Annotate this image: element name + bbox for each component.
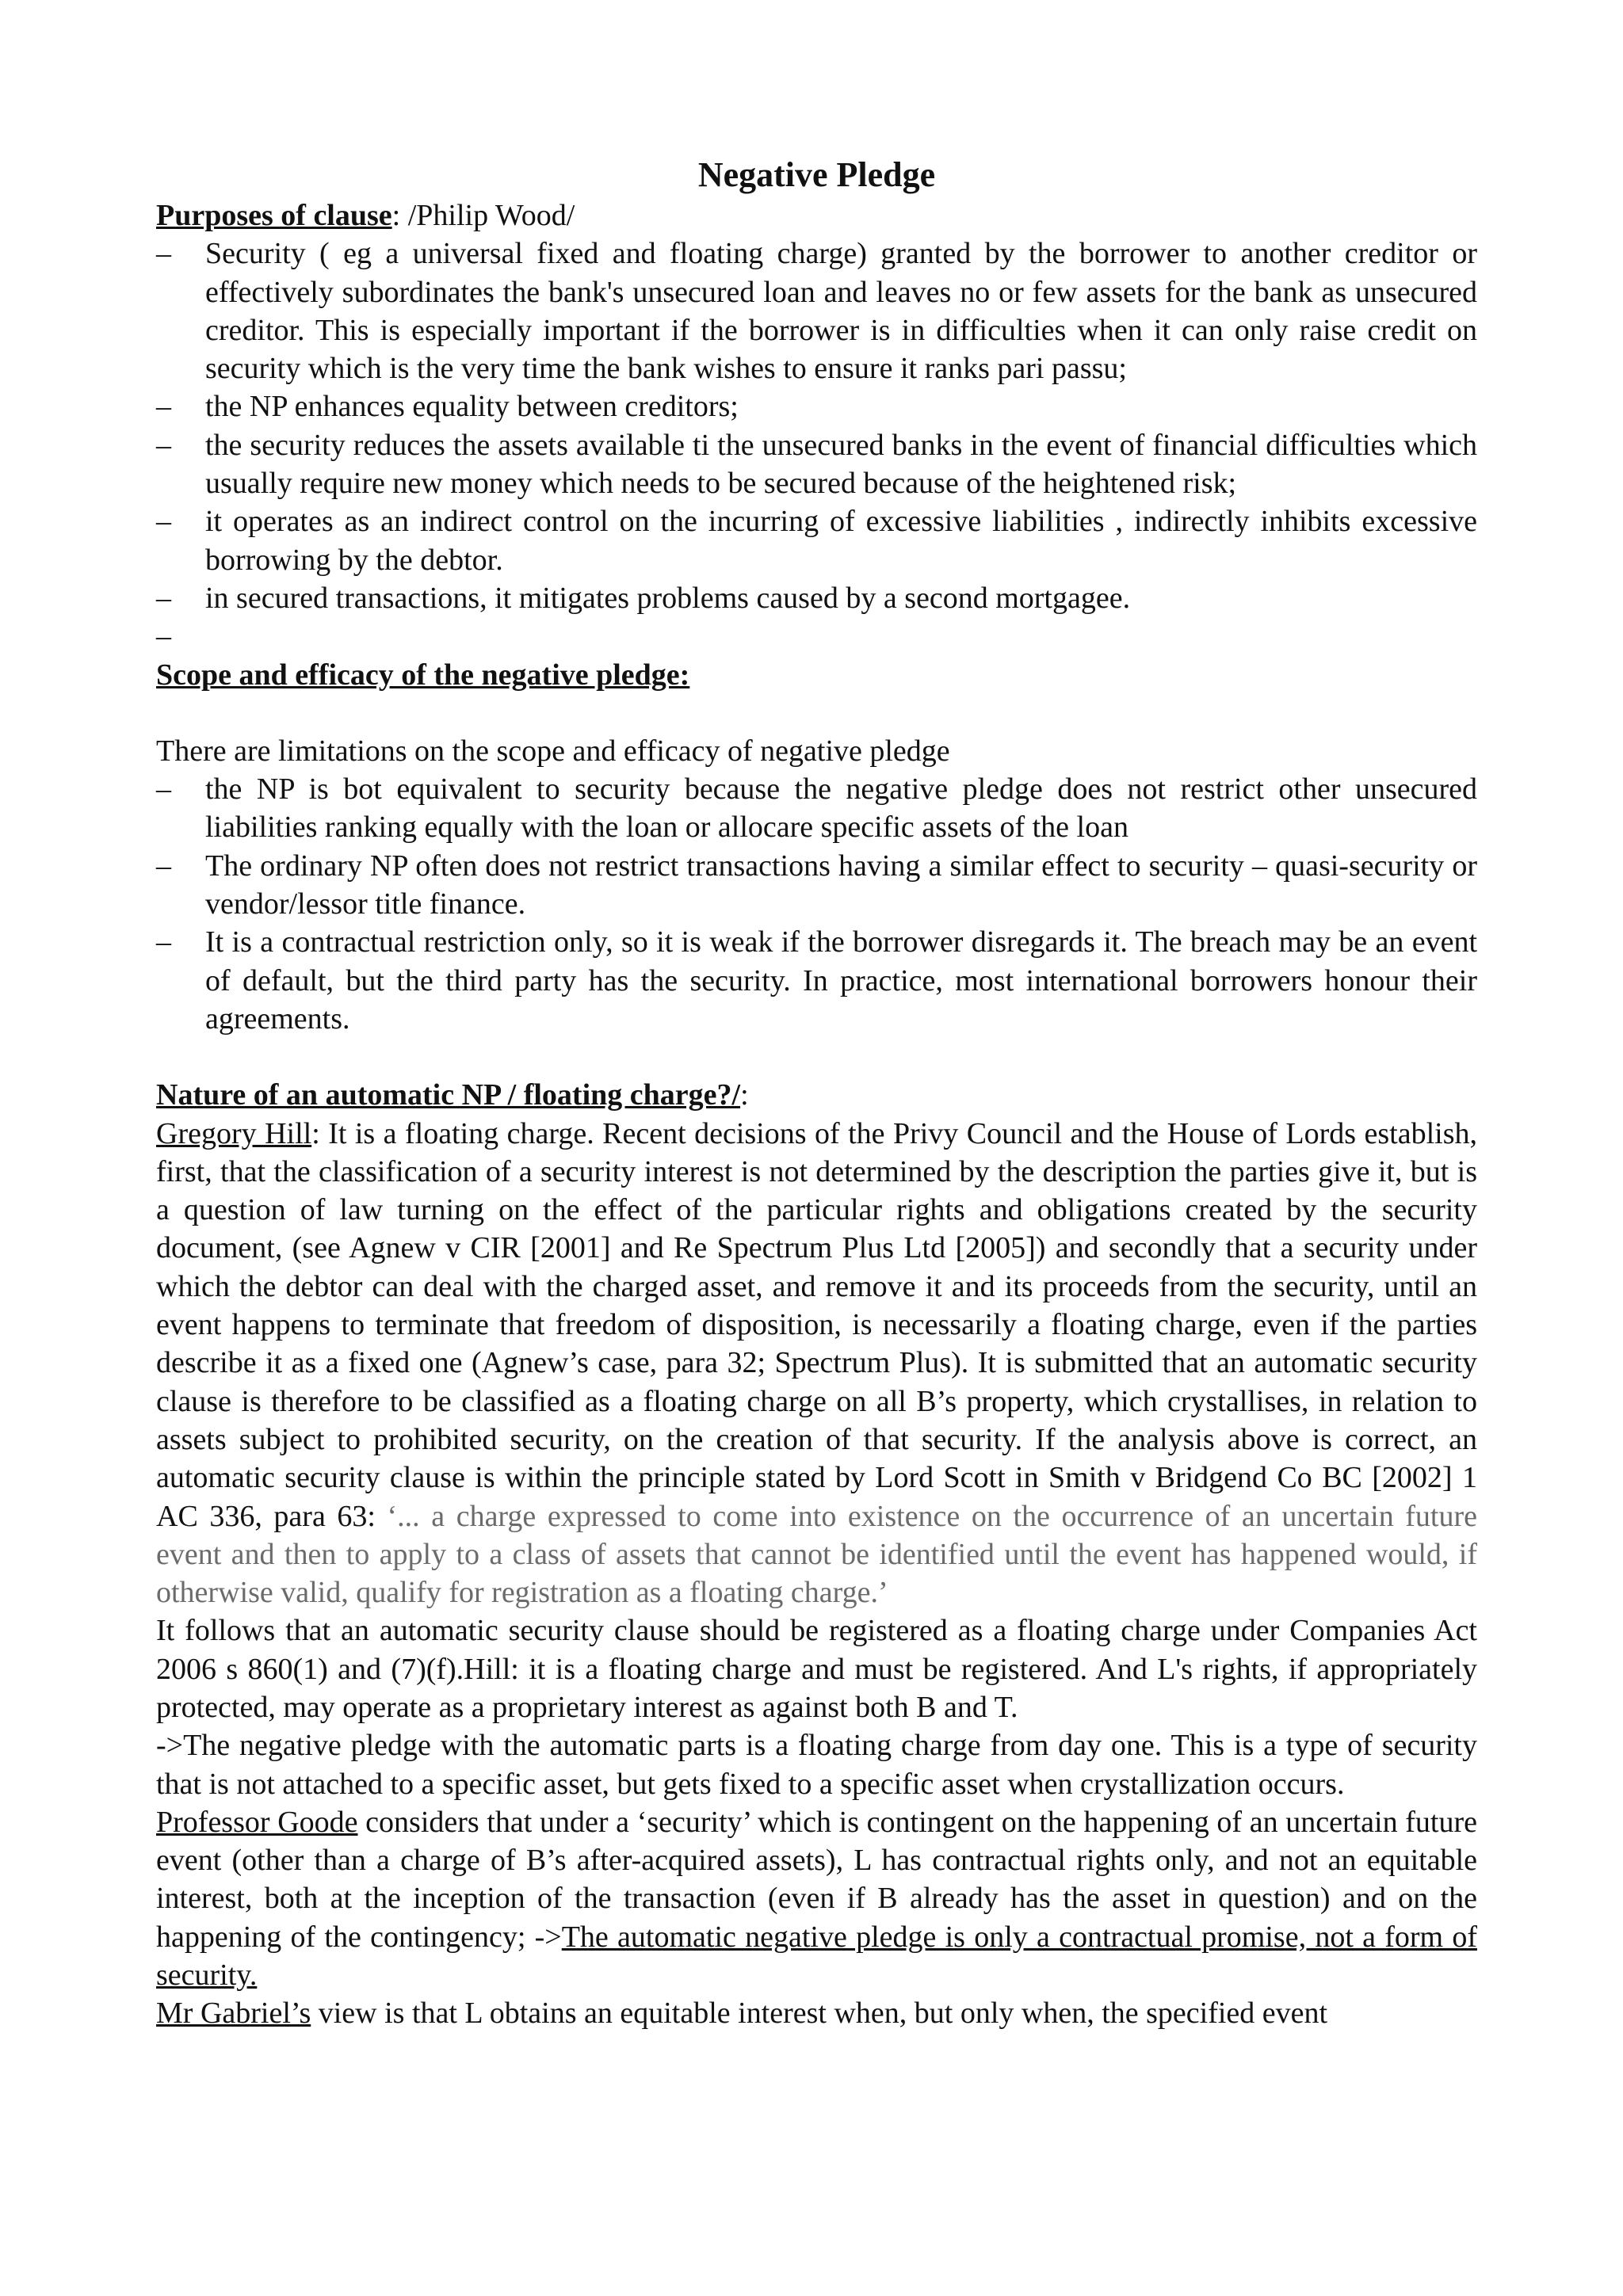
scope-heading: Scope and efficacy of the negative pledge: xyxy=(156,658,690,692)
scope-line xyxy=(156,656,1477,694)
list-item: – it operates as an indirect control on the incurring of excessive liabilities , indirectly inhibits excessive borrowing by the debtor. xyxy=(156,502,1477,579)
list-item: – Security ( eg a universal fixed and floating charge) granted by the borrower to another creditor or effectively subordinates the bank's unsecured loan and leaves no or few assets for the bank as unsecured creditor. This is especially important if the borrower is in difficulties when it can only raise credit on security which is the very time the bank wishes to ensure it ranks pari passu; xyxy=(156,235,1477,387)
gabriel-text: view is that L obtains an equitable interest when, but only when, the specified event xyxy=(311,1997,1328,2031)
hill-name: Gregory Hill xyxy=(156,1116,312,1150)
nature-heading: Nature of an automatic NP / floating charge?/ xyxy=(156,1078,741,1112)
goode-text: considers that under a ‘security’ which is contingent on the happening of an uncertain future event (other than a charge of B’s after-acquired assets), L has contractual rights only, and not an equitable interest, both at the inception of the transaction (even if B already has the asset in question) and on the happening of the contingency; -> xyxy=(156,1805,1477,1954)
list-item: – It is a contractual restriction only, so it is weak if the borrower disregards it. The breach may be an event of default, but the third party has the security. In practice, most international borrowers honour their agreements. xyxy=(156,923,1477,1038)
spacer xyxy=(156,1038,1477,1076)
goode-name: Professor Goode xyxy=(156,1805,358,1839)
hill-quote: ‘... a charge expressed to come into existence on the occurrence of an uncertain future event and then to apply to a class of assets that cannot be identified until the event has happened would, if otherwise valid, qualify for registration as a floating charge.’ xyxy=(156,1499,1477,1610)
goode-paragraph xyxy=(156,1803,1477,1994)
gabriel-name: Mr Gabriel’s xyxy=(156,1997,311,2031)
follows-paragraph: It follows that an automatic security clause should be registered as a floating charge under Companies Act 2006 s 860(1) and (7)(f).Hill: it is a floating charge and must be registered. And L's rights, if appropriately protected, may operate as a proprietary interest as against both B and T. xyxy=(156,1614,1477,1724)
scope-intro: There are limitations on the scope and efficacy of negative pledge xyxy=(156,734,950,768)
hill-paragraph xyxy=(156,1115,1477,1612)
page-title: Negative Pledge xyxy=(697,155,936,194)
list-item: – The ordinary NP often does not restrict transactions having a similar effect to security – quasi-security or vendor/lessor title finance. xyxy=(156,847,1477,924)
gabriel-paragraph xyxy=(156,1994,1477,2032)
list-item: – the NP is bot equivalent to security because the negative pledge does not restrict other unsecured liabilities ranking equally with the loan or allocare specific assets of the loan xyxy=(156,770,1477,847)
list-item: – the NP enhances equality between creditors; xyxy=(156,387,1477,425)
purposes-heading: Purposes of clause xyxy=(156,199,392,232)
spacer xyxy=(156,694,1477,732)
purposes-list xyxy=(156,235,1477,655)
purposes-source: : /Philip Wood/ xyxy=(391,199,575,232)
arrow-note-paragraph: ->The negative pledge with the automatic parts is a floating charge from day one. This is a type of security that is not attached to a specific asset, but gets fixed to a specific asset when crystallization occurs. xyxy=(156,1729,1477,1801)
hill-text: : It is a floating charge. Recent decisions of the Privy Council and the House of Lords establish, first, that the classification of a security interest is not determined by the description the parties give it, but is a question of law turning on the effect of the particular rights and obligations created by the security document, (see Agnew v CIR [2001] and Re Spectrum Plus Ltd [2005]) and secondly that a security under which the debtor can deal with the charged asset, and remove it and its proceeds from the security, until an event happens to terminate that freedom of disposition, is necessarily a floating charge, even if the parties describe it as a fixed one (Agnew’s case, para 32; Spectrum Plus). It is submitted that an automatic security clause is therefore to be classified as a floating charge on all B’s property, which crystallises, in relation to assets subject to prohibited security, on the creation of that security. If the analysis above is correct, an automatic security clause is within the principle stated by Lord Scott in Smith v Bridgend Co BC [2002] 1 AC 336, para 63: xyxy=(156,1116,1477,1533)
nature-heading-suffix: : xyxy=(740,1078,749,1112)
list-item: – the security reduces the assets available ti the unsecured banks in the event of financial difficulties which usually require new money which needs to be secured because of the heightened risk; xyxy=(156,426,1477,503)
scope-list xyxy=(156,770,1477,1038)
nature-line xyxy=(156,1076,1477,1114)
purposes-line xyxy=(156,196,1477,235)
list-item-empty xyxy=(156,617,1477,655)
list-item: – in secured transactions, it mitigates problems caused by a second mortgagee. xyxy=(156,579,1477,617)
goode-conclusion: The automatic negative pledge is only a contractual promise, not a form of security. xyxy=(156,1920,1478,1993)
